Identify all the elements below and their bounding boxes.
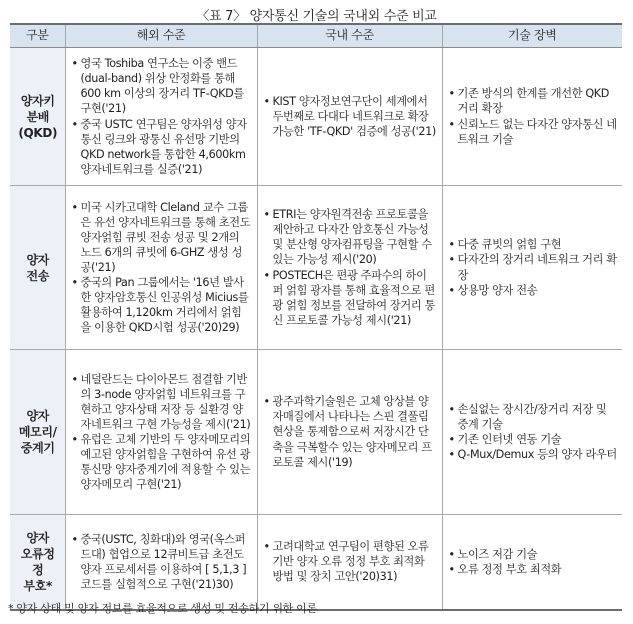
header-barriers: 기술 장벽	[442, 24, 622, 48]
barriers-cell	[442, 515, 622, 610]
table-row	[10, 48, 622, 186]
barriers-list	[449, 86, 618, 146]
overseas-item: • 네덜란드는 다이아몬드 점결함 기반의 3-node 양자얽힘 네트워크를 구현하고 양자상태 저장 등 실환경 양자네트워크 구현 가능성을 제시('21)	[72, 372, 252, 432]
overseas-item: • 영국 Toshiba 연구소는 이중 밴드(dual-band) 위상 안정화를 통해 600 km 이상의 장거리 TF-QKD를 구현('21)	[72, 56, 252, 116]
overseas-item: • 중국 USTC 연구팀은 양자위성 양자통신 링크와 광통신 유선망 기반의 QKD network를 통합한 4,600km 양자네트워크를 실증('21)	[72, 117, 252, 177]
domestic-item: • 고려대학교 연구팀이 편향된 오류 기반 양자 오류 정정 부호 최적화 방법 및 장치 고안('20)31)	[264, 539, 437, 584]
header-overseas: 해외 수준	[65, 24, 257, 48]
header-category: 구분	[10, 24, 65, 48]
table-row	[10, 186, 622, 350]
domestic-cell	[257, 515, 442, 610]
footnote: * 양자 상태 및 양자 정보를 효율적으로 생성 및 전송하기 위한 이론	[8, 602, 317, 615]
domestic-cell	[257, 48, 442, 186]
barriers-item: • 다자간의 장거리 네트워크 거리 확장	[449, 252, 618, 282]
barriers-item: • Q-Mux/Demux 등의 양자 라우터	[449, 447, 618, 462]
overseas-cell	[65, 515, 257, 610]
domestic-list	[264, 207, 437, 328]
domestic-cell	[257, 186, 442, 350]
barriers-item: • 손실없는 장시간/장거리 저장 및 중계 기술	[449, 402, 618, 432]
overseas-cell	[65, 350, 257, 515]
barriers-item: • 신뢰노드 없는 다자간 양자통신 네트워크 기술	[449, 117, 618, 147]
barriers-cell	[442, 48, 622, 186]
overseas-list	[72, 200, 252, 336]
header-domestic: 국내 수준	[257, 24, 442, 48]
barriers-item: • 상용망 양자 전송	[449, 283, 618, 298]
domestic-list	[264, 394, 437, 469]
table-title: 〈표 7〉 양자통신 기술의 국내외 수준 비교	[196, 9, 437, 24]
barriers-cell	[442, 350, 622, 515]
barriers-list	[449, 237, 618, 297]
barriers-item: • 노이즈 저감 기술	[449, 547, 618, 562]
barriers-item: • 기존 인터넷 연동 기술	[449, 432, 618, 447]
domestic-cell	[257, 350, 442, 515]
domestic-item: • KIST 양자정보연구단이 세계에서 두번째로 다대다 네트워크로 확장 가능한 'TF-QKD' 검증에 성공('21)	[264, 94, 437, 139]
table-row	[10, 350, 622, 515]
barriers-item: • 오류 정정 부호 최적화	[449, 562, 618, 577]
comparison-table	[10, 23, 622, 611]
overseas-list	[72, 372, 252, 493]
overseas-list	[72, 56, 252, 177]
overseas-item: • 중국의 Pan 그룹에서는 '16년 발사한 양자암호통신 인공위성 Micius를 활용하여 1,120km 거리에서 얽힘을 이용한 QKD시험 성공('20)29)	[72, 275, 252, 335]
row-category: 양자키 분배 (QKD)	[10, 48, 65, 186]
header-row	[10, 24, 622, 48]
table-row	[10, 515, 622, 610]
overseas-item: • 미국 시카고대학 Cleland 교수 그룹은 유선 양자네트워크를 통해 초전도 양자얽힘 큐빗 전송 성공 및 2개의 노드 6개의 큐빗에 6-GHZ 생성 성공('21)	[72, 200, 252, 275]
domestic-item: • ETRI는 양자원격전송 프로토콜을 제안하고 다자간 암호통신 가능성 및 분산형 양자컴퓨팅을 구현할 수 있는 가능성 제시('20)	[264, 207, 437, 267]
domestic-item: • 광주과학기술원은 고체 앙상블 양자매질에서 나타나는 스핀 결풀림 현상을 통제함으로써 저장시간 단축을 극복할수 있는 양자메모리 프로토콜 제시('19)	[264, 394, 437, 469]
overseas-item: • 유럽은 고체 기반의 두 양자메모리의 예고된 양자얽힘을 구현하여 유선 광통신망 양자중계기에 적용할 수 있는 양자메모리 구현('21)	[72, 432, 252, 492]
domestic-list	[264, 539, 437, 584]
overseas-list	[72, 532, 252, 592]
domestic-item: • POSTECH은 편광 주파수의 하이퍼 얽힘 광자를 통해 효율적으로 편광 얽힘 정보를 전달하여 장거리 통신 프로토콜 가능성 제시('21)	[264, 268, 437, 328]
barriers-item: • 다중 큐빗의 얽힘 구현	[449, 237, 618, 252]
overseas-cell	[65, 186, 257, 350]
barriers-list	[449, 402, 618, 462]
barriers-list	[449, 547, 618, 577]
row-category: 양자 전송	[10, 186, 65, 350]
row-category: 양자 오류정정 부호*	[10, 515, 65, 610]
domestic-list	[264, 94, 437, 139]
row-category: 양자 메모리/ 중계기	[10, 350, 65, 515]
barriers-item: • 기존 방식의 한계를 개선한 QKD 거리 확장	[449, 86, 618, 116]
overseas-cell	[65, 48, 257, 186]
barriers-cell	[442, 186, 622, 350]
overseas-item: • 중국(USTC, 칭화대)와 영국(옥스퍼드대) 협업으로 12큐비트급 초전도 양자 프로세서를 이용하여 [ 5,1,3 ] 코드를 실험적으로 구현('21)30)	[72, 532, 252, 592]
